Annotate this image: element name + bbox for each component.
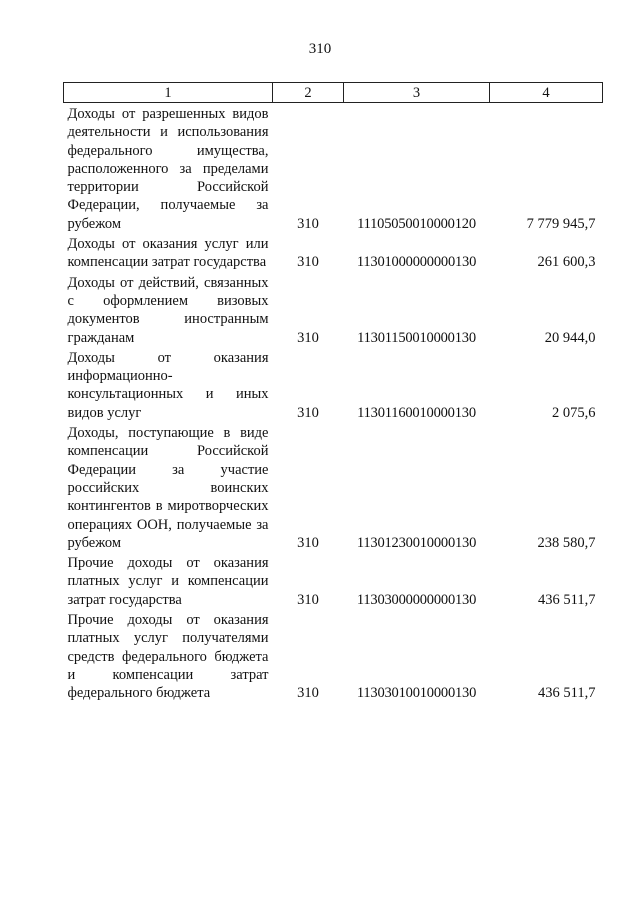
row-amount: 261 600,3 [537,254,596,271]
row-amount: 436 511,7 [538,591,596,608]
table-row [64,609,603,702]
row-budget-code: 11303010010000130 [356,685,477,702]
row-admin-code: 310 [297,685,319,702]
table-row [64,552,603,609]
row-amount: 436 511,7 [538,685,596,702]
header-col-3: 3 [344,83,490,103]
header-col-4: 4 [490,83,603,103]
row-budget-code: 11301230010000130 [356,534,477,551]
header-row [64,83,603,103]
row-amount: 20 944,0 [544,329,596,346]
header-col-1: 1 [64,83,273,103]
table-row [64,233,603,272]
row-name: Доходы от оказания информационно-консультационных и иных видов услуг [67,349,269,421]
revenue-table [63,82,603,703]
row-budget-code: 11105050010000120 [357,215,476,232]
row-admin-code: 310 [297,404,319,421]
table-body [64,103,603,703]
row-budget-code: 11301160010000130 [357,404,476,421]
row-amount: 238 580,7 [537,534,596,551]
row-admin-code: 310 [297,215,319,232]
header-col-2: 2 [273,83,344,103]
table-header [64,83,603,103]
row-amount: 2 075,6 [552,404,596,421]
row-budget-code: 11301000000000130 [356,254,477,271]
table-row [64,103,603,234]
table-row [64,347,603,422]
row-name: Прочие доходы от оказания платных услуг и компенсации затрат государства [67,555,269,608]
row-name: Прочие доходы от оказания платных услуг получателями средств федерального бюджета и компенсации затрат федерального бюджета [67,612,269,702]
row-name: Доходы от действий, связанных с оформлением визовых документов иностранным гражданам [67,274,269,346]
row-admin-code: 310 [297,534,319,551]
row-admin-code: 310 [297,329,319,346]
row-name: Доходы от оказания услуг или компенсации затрат государства [67,236,269,271]
page-number: 310 [308,41,332,57]
row-amount: 7 779 945,7 [526,215,596,232]
row-admin-code: 310 [297,254,319,271]
table-row [64,272,603,347]
row-name: Доходы от разрешенных видов деятельности и использования федерального имущества, расположенного за пределами территории Российской Федерации, получаемые за рубежом [67,106,269,232]
row-admin-code: 310 [297,591,319,608]
row-budget-code: 11303000000000130 [356,591,477,608]
row-budget-code: 11301150010000130 [357,329,476,346]
table-row [64,422,603,552]
row-name: Доходы, поступающие в виде компенсации Российской Федерации за участие российских воинских контингентов в миротворческих операциях ООН, получаемые за рубежом [67,425,269,551]
